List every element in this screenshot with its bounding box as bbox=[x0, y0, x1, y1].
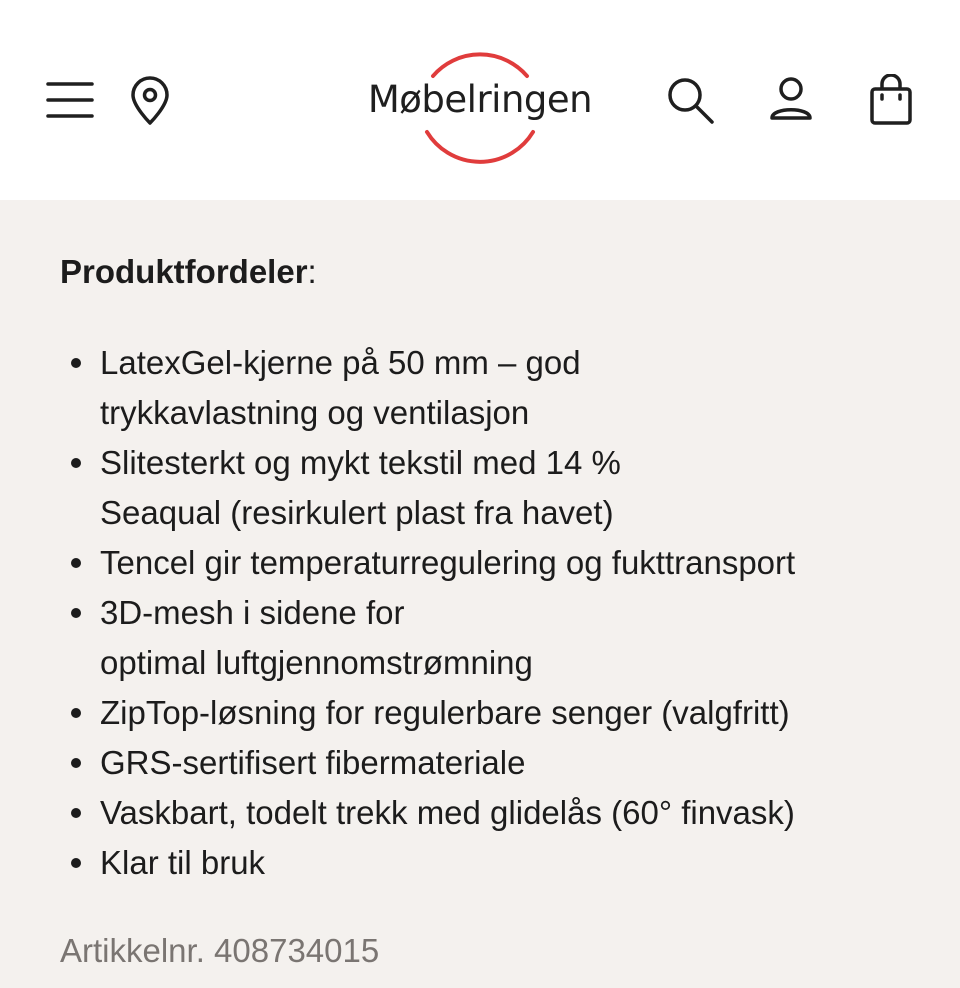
bullet-icon bbox=[71, 808, 81, 818]
list-item-line: Seaqual (resirkulert plast fra havet) bbox=[100, 494, 614, 531]
list-item bbox=[60, 788, 920, 838]
bullet-icon bbox=[71, 458, 81, 468]
list-item-line: Tencel gir temperaturregulering og fukttransport bbox=[100, 544, 796, 581]
shopping-cart-button[interactable] bbox=[868, 74, 914, 126]
feature-list bbox=[60, 338, 920, 888]
list-item-line: Vaskbart, todelt trekk med glidelås (60° finvask) bbox=[100, 794, 795, 831]
list-item bbox=[60, 438, 920, 538]
list-item bbox=[60, 588, 920, 688]
list-item-line: Klar til bruk bbox=[100, 844, 266, 881]
advantages-heading-colon: : bbox=[307, 253, 317, 290]
store-locator-button[interactable] bbox=[128, 76, 172, 126]
account-icon bbox=[766, 76, 816, 124]
menu-icon bbox=[46, 78, 94, 122]
list-item bbox=[60, 538, 920, 588]
search-button[interactable] bbox=[664, 74, 716, 126]
list-item-line: LatexGel-kjerne på 50 mm – god bbox=[100, 344, 581, 381]
account-button[interactable] bbox=[766, 76, 816, 124]
list-item bbox=[60, 688, 920, 738]
article-number: Artikkelnr. 408734015 bbox=[60, 932, 380, 969]
list-item-line: GRS-sertifisert fibermateriale bbox=[100, 744, 526, 781]
advantages-heading bbox=[60, 250, 920, 294]
list-item-line: trykkavlastning og ventilasjon bbox=[100, 394, 530, 431]
shopping-bag-icon bbox=[868, 74, 914, 126]
list-item bbox=[60, 838, 920, 888]
bullet-icon bbox=[71, 858, 81, 868]
bullet-icon bbox=[71, 708, 81, 718]
bullet-icon bbox=[71, 558, 81, 568]
list-item bbox=[60, 338, 920, 438]
list-item-line: optimal luftgjennomstrømning bbox=[100, 644, 533, 681]
list-item-line: 3D-mesh i sidene for bbox=[100, 594, 405, 631]
logo-text: Møbelringen bbox=[367, 78, 593, 121]
advantages-heading-label: Produktfordeler bbox=[60, 253, 308, 290]
bullet-icon bbox=[71, 358, 81, 368]
location-pin-icon bbox=[128, 76, 172, 126]
product-description bbox=[60, 250, 920, 888]
bullet-icon bbox=[71, 608, 81, 618]
menu-button[interactable] bbox=[46, 78, 94, 122]
list-item-line: Slitesterkt og mykt tekstil med 14 % bbox=[100, 444, 621, 481]
bullet-icon bbox=[71, 758, 81, 768]
site-header bbox=[0, 0, 960, 200]
list-item bbox=[60, 738, 920, 788]
list-item-line: ZipTop-løsning for regulerbare senger (valgfritt) bbox=[100, 694, 790, 731]
search-icon bbox=[664, 74, 716, 126]
brand-logo[interactable] bbox=[350, 36, 610, 164]
